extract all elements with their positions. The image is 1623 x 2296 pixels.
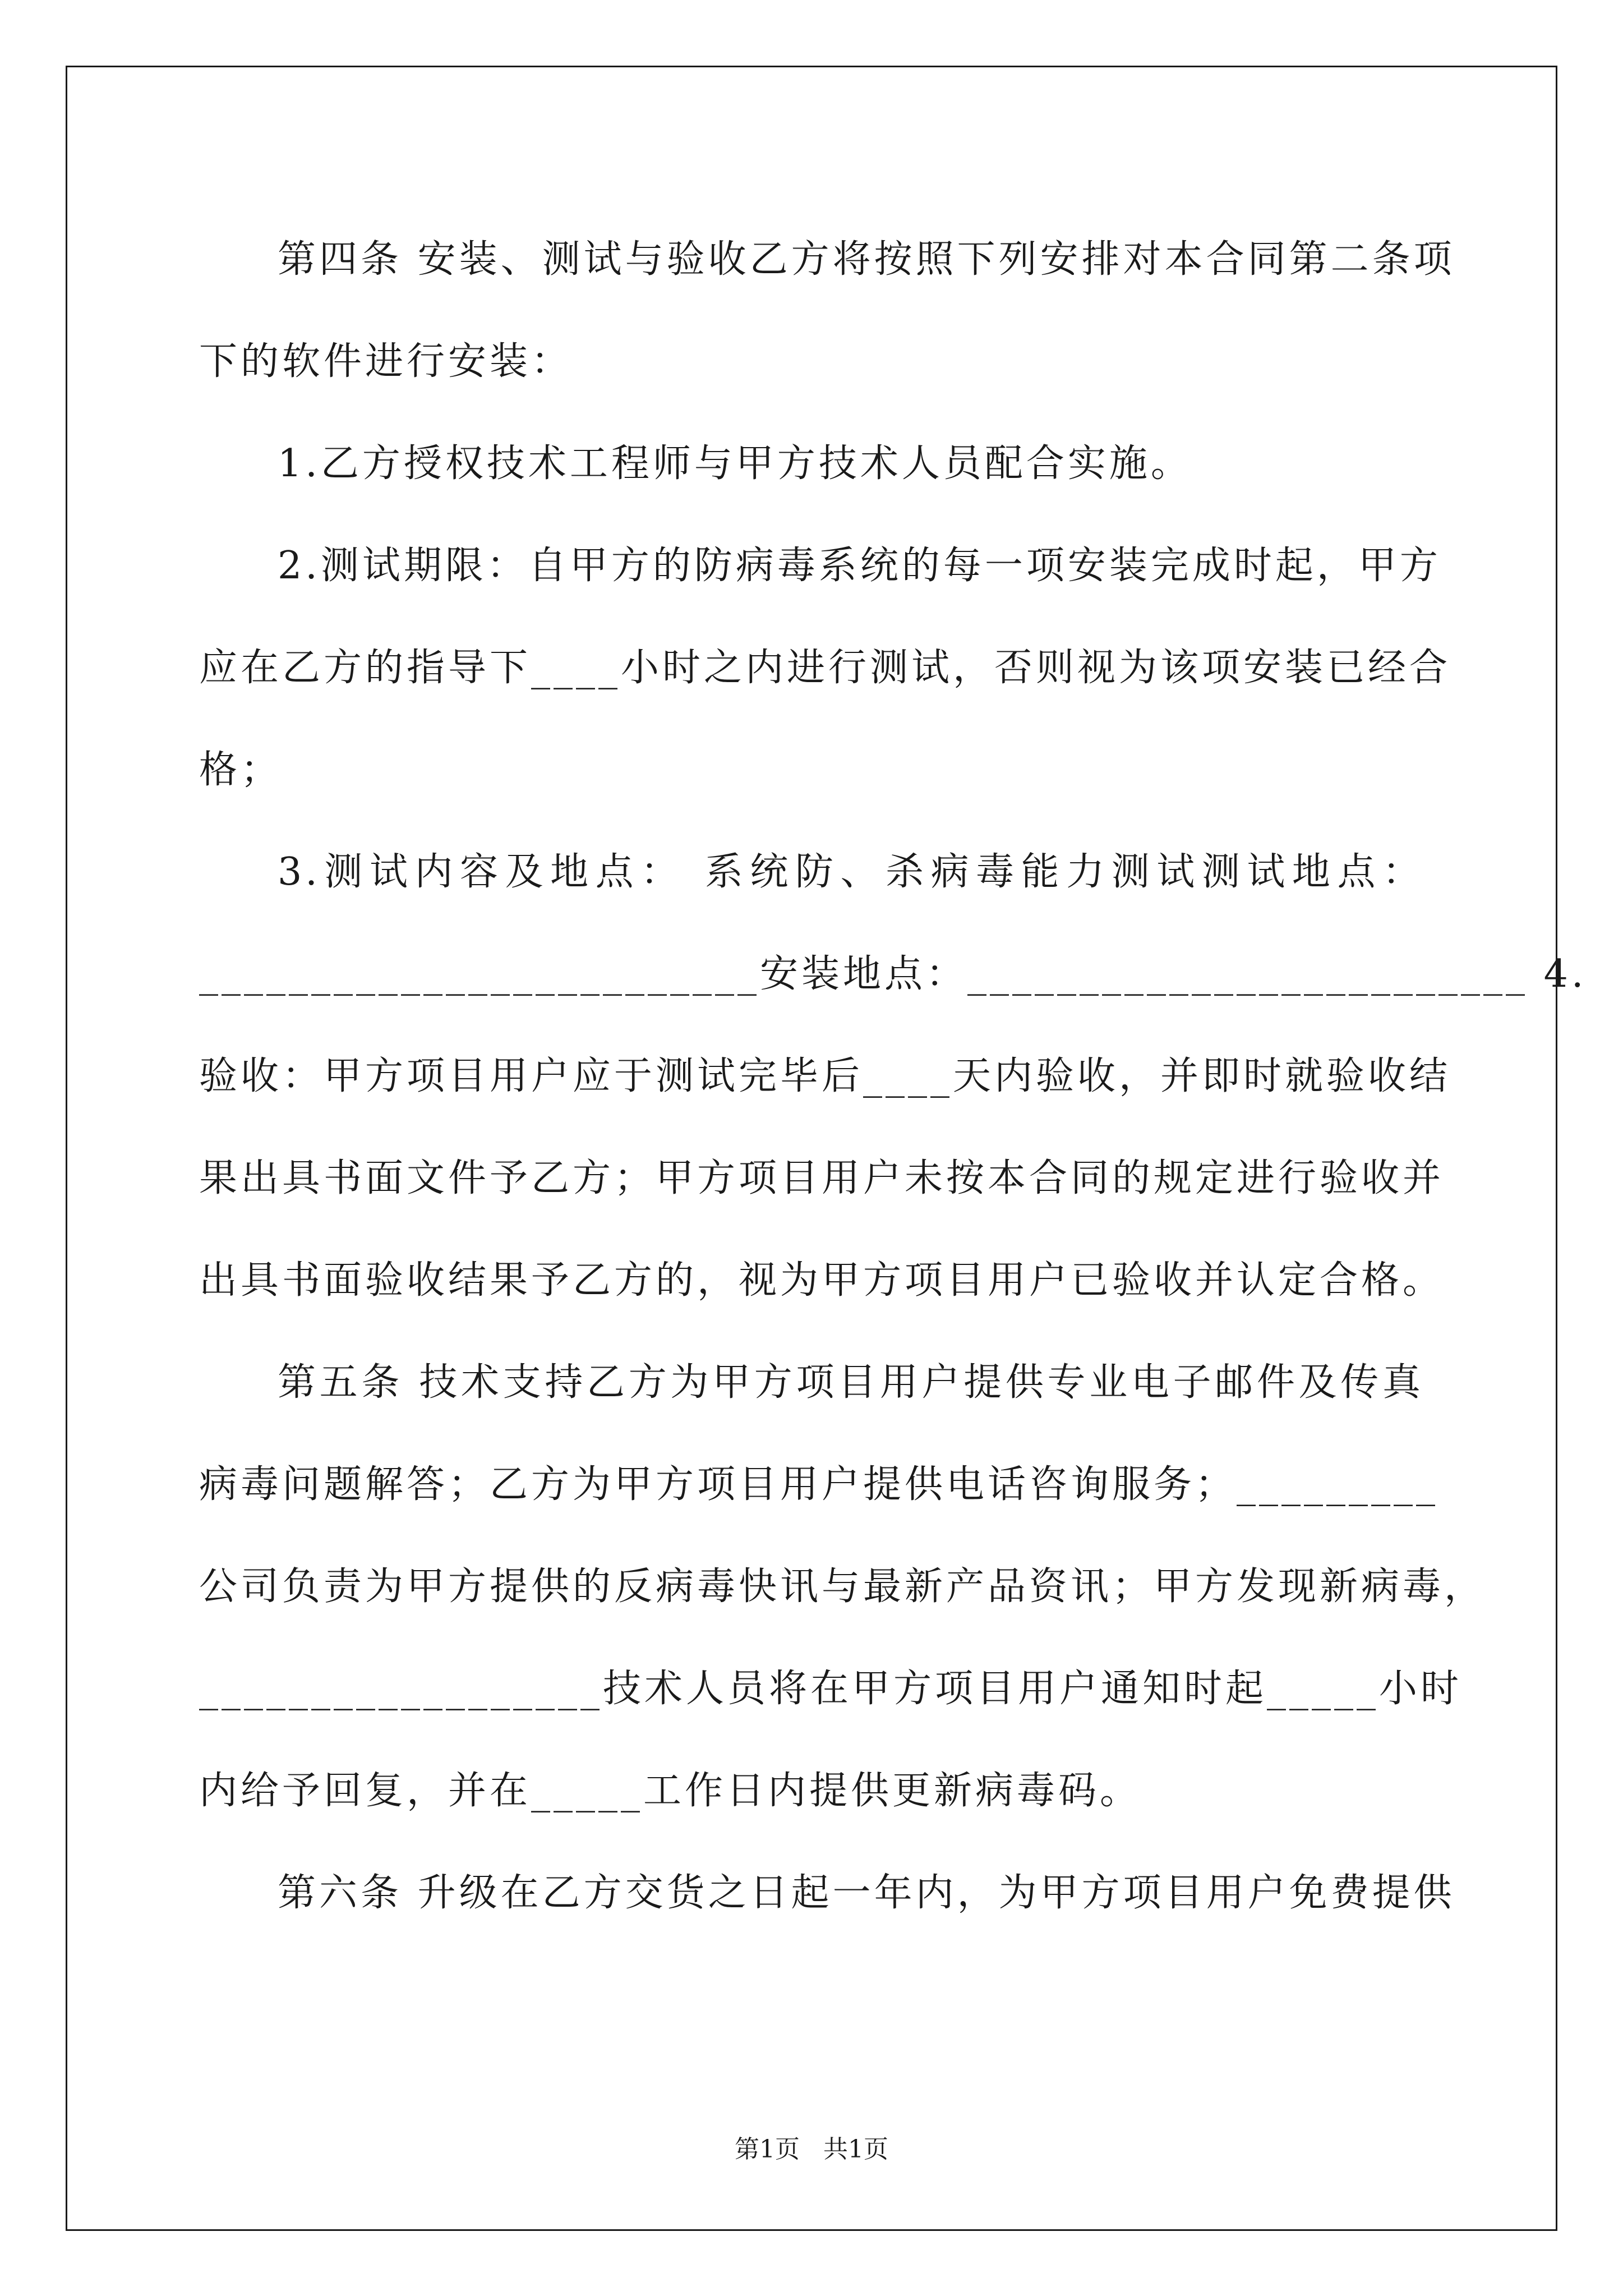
text-line: 下的软件进行安装： [199,339,573,384]
text-line: 病毒问题解答；乙方为甲方项目用户提供电话咨询服务；_________ [199,1462,1439,1507]
text-line: 2.测试期限：自甲方的防病毒系统的每一项安装完成时起，甲方 [278,544,1441,588]
text-line: 公司负责为甲方提供的反病毒快讯与最新产品资讯；甲方发现新病毒， [199,1565,1486,1609]
text-line: 验收：甲方项目用户应于测试完毕后____天内验收，并即时就验收结 [199,1054,1451,1098]
contract-body [199,209,1587,1944]
text-line: 1.乙方授权技术工程师与甲方技术人员配合实施。 [278,441,1192,486]
text-line: _________________________安装地点：_________________________ 4. [199,952,1587,996]
text-line: 第四条 安装、测试与验收乙方将按照下列安排对本合同第二条项 [278,237,1455,282]
text-line: 应在乙方的指导下____小时之内进行测试，否则视为该项安装已经合 [199,646,1451,690]
text-line: 第五条 技术支持乙方为甲方项目用户提供专业电子邮件及传真 [278,1360,1424,1405]
page-total: 共1页 [823,2135,888,2164]
page-number: 第1页 [735,2135,800,2164]
text-line: __________________技术人员将在甲方项目用户通知时起_____小时 [199,1667,1463,1711]
text-line: 出具书面验收结果予乙方的，视为甲方项目用户已验收并认定合格。 [199,1258,1445,1303]
page-footer [0,2129,1623,2165]
text-line: 格； [199,748,283,792]
text-line: 第六条 升级在乙方交货之日起一年内，为甲方项目用户免费提供 [278,1871,1455,1915]
text-line: 内给予回复，并在_____工作日内提供更新病毒码。 [199,1769,1142,1813]
text-line: 果出具书面文件予乙方；甲方项目用户未按本合同的规定进行验收并 [199,1156,1445,1200]
text-line: 3.测试内容及地点： 系统防、杀病毒能力测试测试地点： [278,850,1424,894]
